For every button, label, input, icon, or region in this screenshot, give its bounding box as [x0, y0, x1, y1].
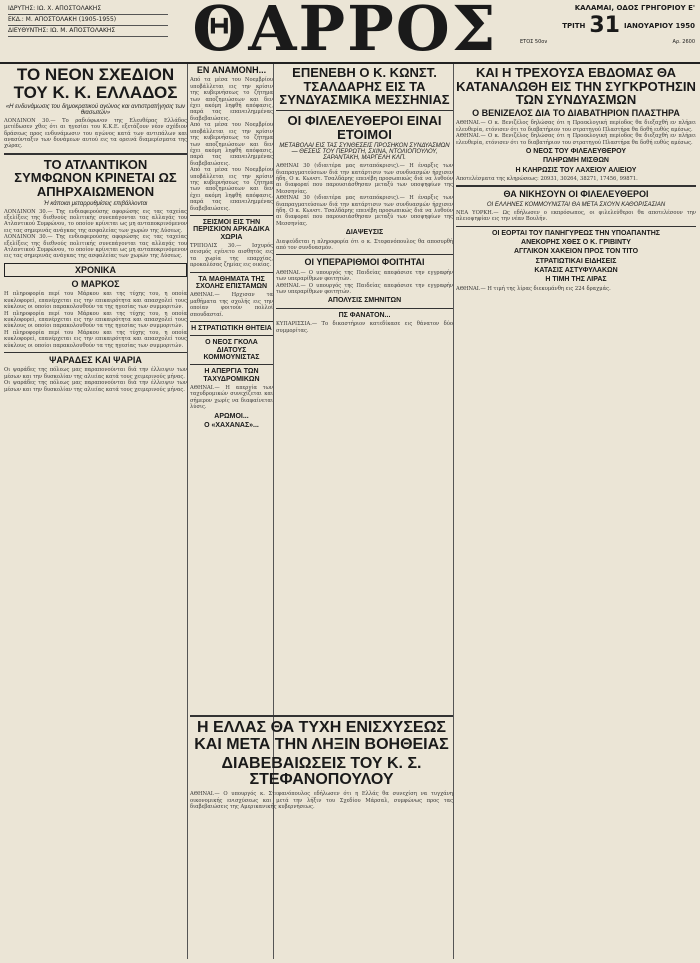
headline-venizelos: Ο ΒΕΝΙΖΕΛΟΣ ΔΙΑ ΤΟ ΔΙΑΒΑΤΗΡΙΟΝ ΠΛΑΣΤΗΡΑ — [472, 107, 680, 118]
headline-military-news: ΣΤΡΑΤΙΩΤΙΚΑΙ ΕΙΔΗΣΕΙΣ — [535, 257, 617, 265]
issue-number: Αρ. 2600 — [672, 39, 695, 45]
headline-students: ΟΙ ΥΠΕΡΑΡΙΘΜΟΙ ΦΟΙΤΗΤΑΙ — [304, 257, 425, 268]
headline-police: ΚΑΤΑΣΙΣ ΑΣΤΥΦΥΛΑΚΩΝ — [534, 267, 618, 275]
article-denial: Διαψεύδεται η πληροφορία ότι ο κ. Στεφανόπουλος θα αποσυρθή από τον συνδυασμόν. — [276, 238, 453, 252]
article-earthquakes: ΤΡΙΠΟΛΙΣ 30.— Ισχυρός σεισμός εγένετο αισθητός εις τα χωρία της επαρχίας, προκαλέσας ζημίας εις οικίας. — [190, 243, 273, 269]
article-students-cont: ΑΘΗΝΑΙ.— Ο υπουργός της Παιδείας απεφάσισε την εγγραφήν των υπεραρίθμων φοιτητών. — [276, 282, 453, 296]
subhead-liberals-ready: ΜΕΤΑΒΟΛΑΙ ΕΙΣ ΤΑΣ ΣΥΝΘΕΣΕΙΣ ΠΡΟΣΗΚΟΝ ΣΥΝΔΥΑΣΜΩΝ — ΘΕΣΕΙΣ ΤΟΥ ΠΕΡΡΩΤΗ, ΣΧΙΝΑ, ΝΤΟΛΙΟΠΟΥΛΟΥ, ΣΑΡΑΝΤΑΚΗ, ΜΑΡΓΕΛΗ ΚΛΠ. — [279, 143, 450, 162]
column-4 — [456, 64, 696, 959]
article-new-plan: ΛΟΝΔΙΝΟΝ 30.— Το ραδιόφωνον της Ελευθέρας Ελλάδος μετέδωσεν χθες ότι αι ηγεσίαι του Κ.Κ.Ε. εξετάζουν νέον σχέδιον δράσεως προς ενδυνάμωσιν του αγώνος κατά των αντιπάλων και ανασύνταξιν των δυνάμεων αυτού εις τα ορεινά διαμερίσματα της χώρας. — [4, 117, 187, 150]
subhead-new-plan: «Η ενδυνάμωσις του δημοκρατικού αγώνος και αντιστρατήγησις των θιασωτών» — [5, 103, 186, 116]
article-markos-cont: Η πληροφορία περί του Μάρκου και της τύχης του, η οποία κυκλοφορεί, επανέρχεται εις την επικαιρότητα και απασχολεί τους κύκλους οι οποίοι παρακολουθούν τα της ηγεσίας των συμμοριτών. — [4, 310, 187, 330]
headline-school: ΤΑ ΜΑΘΗΜΑΤΑ ΤΗΣ ΣΧΟΛΗΣ ΕΠΙΣΤΑΜΩΝ — [195, 275, 268, 290]
headline-awaiting: ΕΝ ΑΝΑΜΟΝΗ... — [196, 65, 267, 75]
headline-salaries: ΠΛΗΡΩΜΗ ΜΙΣΘΩΝ — [543, 157, 609, 165]
headline-earthquakes: ΣΕΙΣΜΟΙ ΕΙΣ ΤΗΝ ΠΕΡΙΣΚΙΟΝ ΑΡΚΑΔΙΚΑ ΧΩΡΙΑ — [193, 218, 270, 241]
article-postal-strike: ΑΘΗΝΑΙ.— Η απεργία των ταχυδρομικών συνεχίζεται και σήμερον χωρίς να διαφαίνεται λύσις. — [190, 385, 273, 411]
subhead-liberals-win: ΟΙ ΕΛΛΗΝΕΣ ΚΟΜΜΟΥΝΙΣΤΑΙ ΘΑ ΜΕΤΑ ΣΧΟΥΝ ΚΑΘΟΡΙΣΑΣΙΑΝ — [486, 201, 666, 208]
date-number: 31 — [589, 13, 620, 38]
article-students: ΑΘΗΝΑΙ.— Ο υπουργός της Παιδείας απεφάσισε την εγγραφήν των υπεραρίθμων φοιτητών. — [276, 269, 453, 283]
headline-festival: ΟΙ ΕΟΡΤΑΙ ΤΟΥ ΠΑΝΗΓΥΡΕΩΣ ΤΗΝ ΥΠΟΑΠΑΝΤΗΣ — [492, 229, 660, 237]
article-school: ΑΘΗΝΑΙ.— Ηρχισαν τα μαθήματα της σχολής εις την οποίαν φοιτούν πολλοί σπουδασταί. — [190, 292, 273, 318]
credit-line-director: ΔΙΕΥΘΥΝΤΗΣ: ΙΩ. Μ. ΑΠΟΣΤΟΛΑΚΗΣ — [8, 26, 168, 37]
article-awaiting-cont2: Από τα μέσα του Νοεμβρίου υποβάλλεται εις την κρίσιν της κυβερνήσεως το ζήτημα των αποζημιώσεων και δεν έχει ακόμη ληφθή απόφασις, παρά τας επανειλημμένας διαβεβαιώσεις. — [190, 167, 273, 212]
credit-line-founder: ΙΔΡΥΤΗΣ: ΙΩ. Χ. ΑΠΟΣΤΟΛΑΚΗΣ — [8, 4, 168, 15]
article-greece-aid: ΑΘΗΝΑΙ.— Ο υπουργός κ. Στεφανόπουλος εδήλωσεν ότι η Ελλάς θα συνεχίση να τυγχάνη οικονομικής ενισχύσεως και μετά την λήξιν του Σχεδίου Μάρσαλ, συμφώνως προς τας διαβεβαιώσεις της Αμερικανικής κυβερνήσεως. — [190, 791, 453, 810]
banner-aid — [190, 712, 453, 810]
column-2 — [190, 64, 274, 959]
headline-new-plan: ΤΟ ΝΕΟΝ ΣΧΕΔΙΟΝ ΤΟΥ Κ. Κ. ΕΛΛΑΔΟΣ — [13, 65, 178, 102]
section-chronicles: ΧΡΟΝΙΚΑ — [4, 263, 187, 277]
article-lottery: Αποτελέσματα της κληρώσεως: 20931, 30264, 38271, 17456, 99871. — [456, 176, 638, 183]
weekday: ΤΡΙΤΗ — [562, 22, 586, 30]
headline-greece-aid: Η ΕΛΛΑΣ ΘΑ ΤΥΧΗ ΕΝΙΣΧΥΣΕΩΣ ΚΑΙ ΜΕΤΑ ΤΗΝ ΛΗΞΙΝ ΒΟΗΘΕΙΑΣ — [194, 719, 449, 753]
article-venizelos: ΑΘΗΝΑΙ.— Ο κ. Βενιζέλος δηλώσας ότι η Προεκλογική περίοδος θα διεξαχθή εν πλήρει ελευθερία, ετόνισεν ότι το διαβατήριον του στρατηγού Πλαστήρα θα δοθή ευθύς αμέσως. — [456, 120, 696, 133]
article-atlantic-pact: ΛΟΝΔΙΝΟΝ 30.— Της ενδιαφερούσης αφορώσης εις τας ταχείας εξελίξεις της διεθνούς πολιτικής συνεπάγονται τας αλλαγάς του Ατλαντικού Συμφώνου, το οποίον κρίνεται ως μη ανταποκρινόμενον εις τας σημερινάς ανάγκας της ασφαλείας των χωρών της Δύσεως. — [4, 208, 187, 234]
headline-liberals-win: ΘΑ ΝΙΚΗΣΟΥΝ ΟΙ ΦΙΛΕΛΕΥΘΕΡΟΙ — [503, 189, 649, 200]
newspaper-title: ΘΑΡΡΟΣ — [192, 0, 498, 65]
headline-new-liberal: Ο ΝΕΟΣ ΤΟΥ ΦΙΛΕΛΕΥΘΕΡΟΥ — [525, 147, 627, 155]
article-markos-cont2: Η πληροφορία περί του Μάρκου και της τύχης του, η οποία κυκλοφορεί, επανέρχεται εις την επικαιρότητα και απασχολεί τους κύκλους οι οποίοι παρακολουθούν τα της ηγεσίας των συμμοριτών. — [4, 329, 187, 349]
headline-grivinty: ΑΝΕΚΟΡΗΣ ΧΘΕΣ Ο Κ. ΓΡΙΒΙΝΤΥ — [521, 239, 631, 247]
headline-fishermen: ΨΑΡΑΔΕΣ ΚΑΙ ΨΑΡΙΑ — [49, 354, 142, 365]
column-1 — [4, 64, 188, 959]
article-tsaldaris-cont: ΑΘΗΝΑΙ 30 (ιδιαιτέρα μας ανταπόκρισις).— Η έναρξις των διαπραγματεύσεων διά την κατάρτισιν των συνδυασμών ήρχισεν ήδη. Ο κ. Κωνστ. Τσαλδάρης επενέβη προσωπικώς διά να λυθούν αι διαφοραί που παρουσιάσθησαν μεταξύ των υποψηφίων της Μεσσηνίας. — [276, 195, 453, 227]
subhead-stefanopoulos: ΔΙΑΒΕΒΑΙΩΣΕΙΣ ΤΟΥ Κ. Σ. ΣΤΕΦΑΝΟΠΟΥΛΟΥ — [221, 754, 422, 789]
article-venizelos-cont: ΑΘΗΝΑΙ.— Ο κ. Βενιζέλος δηλώσας ότι η Προεκλογική περίοδος θα διεξαχθή εν πλήρει ελευθερία, ετόνισεν ότι το διαβατήριον του στρατηγού Πλαστήρα θα δοθή ευθύς αμέσως. — [456, 133, 696, 146]
headline-tito: ΑΓΓΛΙΚΟΝ ΧΑΚΕΙΟΝ ΠΡΟΣ ΤΟΝ ΤΙΤΟ — [513, 248, 639, 256]
headline-new-gkola: Ο ΝΕΟΣ ΓΚΟΛΑ ΔΙΑΤΟΥΣ ΚΟΜΜΟΥΝΙΣΤΑΣ — [203, 339, 260, 361]
headline-dismissal: ΑΠΟΛΥΣΙΣ ΣΜΗΝΙΤΩΝ — [327, 297, 402, 305]
headline-lottery: Η ΚΛΗΡΩΣΙΣ ΤΟΥ ΛΑΧΕΙΟΥ ΑΛΙΕΙΟΥ — [515, 166, 637, 174]
article-fishermen-cont: Οι ψαράδες της πόλεως μας παραπονούνται διά την έλλειψιν των μέσων και την δυσκολίαν της αλιείας κατά τους χειμερινούς μήνας. — [4, 380, 187, 393]
masthead-credits — [8, 4, 168, 37]
headline-aromoi: ΑΡΩΜΟΙ... — [214, 412, 249, 420]
subhead-atlantic-pact: Ή κάποιαι μεταρρυθμίσεις επιβάλλονται — [43, 200, 148, 207]
headline-military-service: Η ΣΤΡΑΤΙΩΤΙΚΗ ΘΗΤΕΙΑ — [191, 324, 272, 332]
headline-pound-price: Η ΤΙΜΗ ΤΗΣ ΛΙΡΑΣ — [545, 276, 607, 284]
address: ΚΑΛΑΜΑΙ, ΟΔΟΣ ΓΡΗΓΟΡΙΟΥ Ε' — [574, 4, 695, 12]
headline-postal-strike: Η ΑΠΕΡΓΙΑ ΤΩΝ ΤΑΧΥΔΡΟΜΙΚΩΝ — [203, 368, 260, 383]
headline-tsaldaris: ΕΠΕΝΕΒΗ Ο Κ. ΚΩΝΣΤ. ΤΣΑΛΔΑΡΗΣ ΕΙΣ ΤΑ ΣΥΝΔΥΑΣΜΙΚΑ ΜΕΣΣΗΝΙΑΣ — [279, 65, 450, 108]
article-markos: Η πληροφορία περί του Μάρκου και της τύχης του, η οποία κυκλοφορεί, επανέρχεται εις την επικαιρότητα και απασχολεί τους κύκλους οι οποίοι παρακολουθούν τα της ηγεσίας των συμμοριτών. — [4, 291, 187, 311]
article-awaiting: Από τα μέσα του Νοεμβρίου υποβάλλεται εις την κρίσιν της κυβερνήσεως το ζήτημα των αποζημιώσεων και δεν έχει ακόμη ληφθή απόφασις, παρά τας επανειλημμένας διαβεβαιώσεις. — [190, 77, 273, 122]
article-tsaldaris: ΑΘΗΝΑΙ 30 (ιδιαιτέρα μας ανταπόκρισις).— Η έναρξις των διαπραγματεύσεων διά την κατάρτισιν των συνδυασμών ήρχισεν ήδη. Ο κ. Κωνστ. Τσαλδάρης επενέβη προσωπικώς διά να λυθούν αι διαφοραί που παρουσιάσθησαν μεταξύ των υποψηφίων της Μεσσηνίας. — [276, 163, 453, 195]
masthead — [0, 0, 700, 64]
headline-atlantic-pact: ΤΟ ΑΤΛΑΝΤΙΚΟΝ ΣΥΜΦΩΝΟΝ ΚΡΙΝΕΤΑΙ ΩΣ ΑΠΗΡΧΑΙΩΜΕΝΟΝ — [14, 156, 177, 199]
credit-line-publisher: ΕΚΔ.: Μ. ΑΠΟΣΤΟΛΑΚΗ (1905-1955) — [8, 15, 168, 26]
headline-current-week: ΚΑΙ Η ΤΡΕΧΟΥΣΑ ΕΒΔΟΜΑΣ ΘΑ ΚΑΤΑΝΑΛΩΘΗ ΕΙΣ ΤΗΝ ΣΥΓΚΡΟΤΗΣΙΝ ΤΩΝ ΣΥΝΔΥΑΣΜΩΝ — [456, 65, 696, 108]
article-liberals-win: ΝΕΑ ΥΟΡΚΗ.— Ως εδήλωσεν ο εκπρόσωπος, οι φιλελεύθεροι θα αποτελέσουν την πλειοψηφίαν εις την νέαν Βουλήν. — [456, 209, 696, 223]
article-atlantic-pact-cont: ΛΟΝΔΙΝΟΝ 30.— Της ενδιαφερούσης αφορώσης εις τας ταχείας εξελίξεις της διεθνούς πολιτικής συνεπάγονται τας αλλαγάς του Ατλαντικού Συμφώνου, το οποίον κρίνεται ως μη ανταποκρινόμενον εις τας σημερινάς ανάγκας της ασφαλείας των χωρών της Δύσεως. — [4, 234, 187, 260]
headline-chachanas: Ο «ΧΑΧΑΝΑΣ»... — [204, 421, 259, 429]
article-fishermen: Οι ψαράδες της πόλεως μας παραπονούνται διά την έλλειψιν των μέσων και την δυσκολίαν της αλιείας κατά τους χειμερινούς μήνας. — [4, 367, 187, 380]
article-awaiting-cont: Από τα μέσα του Νοεμβρίου υποβάλλεται εις την κρίσιν της κυβερνήσεως το ζήτημα των αποζημιώσεων και δεν έχει ακόμη ληφθή απόφασις, παρά τας επανειλημμένας διαβεβαιώσεις. — [190, 122, 273, 167]
article-death-sentence: ΚΥΠΑΡΙΣΣΙΑ.— Το δικαστήριον κατεδίκασε εις θάνατον δύο συμμορίτας. — [276, 321, 453, 334]
month-year: ΙΑΝΟΥΑΡΙΟΥ 1950 — [624, 22, 695, 30]
headline-liberals-ready: ΟΙ ΦΙΛΕΛΕΥΘΕΡΟΙ ΕΙΝΑΙ ΕΤΟΙΜΟΙ — [287, 112, 442, 142]
column-3 — [276, 64, 454, 959]
headline-denial: ΔΙΑΨΕΥΣΙΣ — [345, 229, 384, 237]
headline-death-sentence: ΠΣ ΦΑΝΑΤΟΝ... — [338, 311, 391, 319]
headline-markos: Ο ΜΑΡΚΟΣ — [71, 278, 120, 289]
year-label: ΕΤΟΣ 50ον — [520, 39, 548, 45]
masthead-dateblock — [520, 4, 695, 45]
article-pound-price: ΑΘΗΝΑΙ.— Η τιμή της λίρας διεκυμάνθη εις 224 δραχμάς. — [456, 285, 611, 292]
